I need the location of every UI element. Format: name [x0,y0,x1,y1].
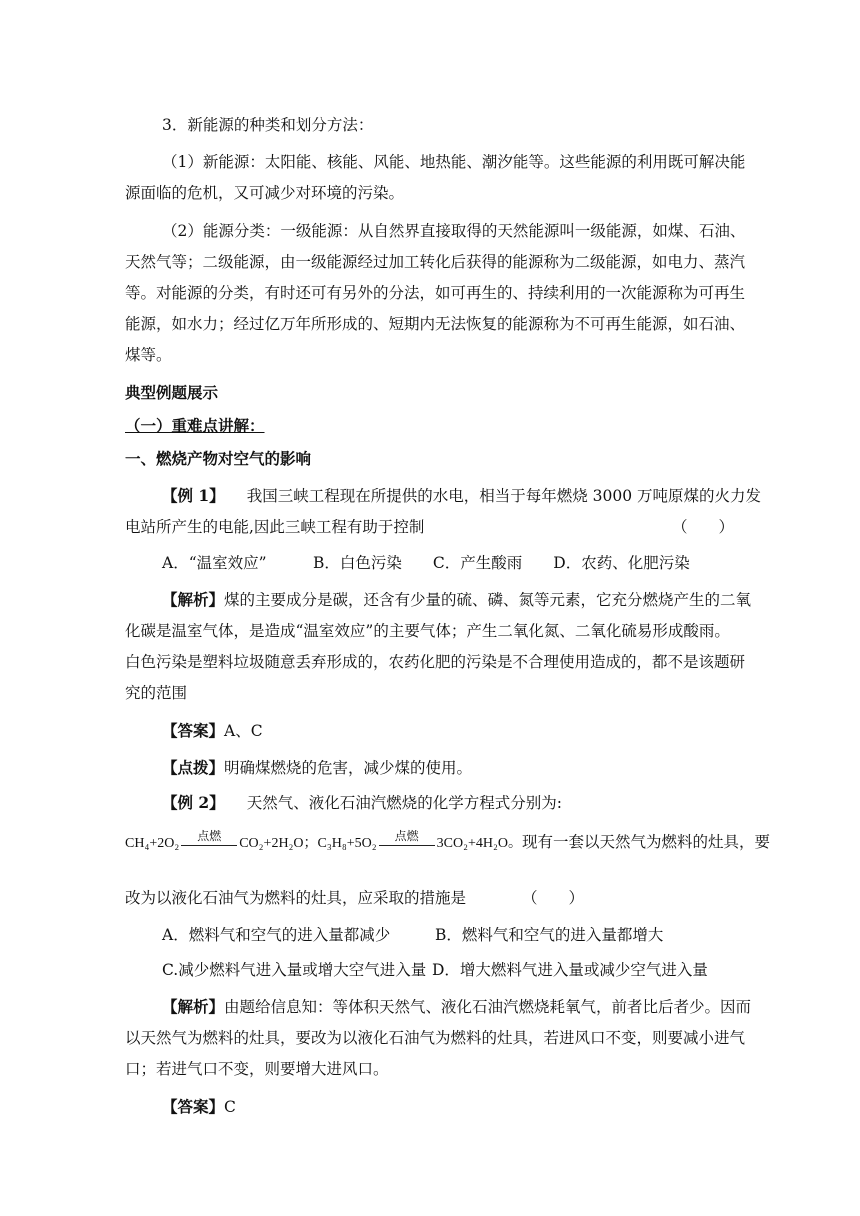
heading-keypoints: （一）重难点讲解： [125,416,265,435]
reaction-arrow-1 [181,828,237,846]
paragraph-2-line-5: 煤等。 [125,346,172,364]
example-2-option-c: C.减少燃料气进入量或增大空气进入量 [162,961,427,979]
ignition-condition-1: 点燃 [197,828,222,843]
equation-1-reactants: CH₄+2O₂ [125,836,180,851]
example-2-analysis-line-1 [162,995,751,1017]
example-1-analysis-line-2: 化碳是温室气体，是造成“温室效应”的主要气体；产生二氧化氮、二氧化硫易形成酸雨。 [125,622,730,640]
example-1-analysis-line-4: 究的范围 [125,684,188,702]
example-1-answer [162,719,263,741]
example-2-answer [162,1095,236,1117]
example-1-tip [162,756,472,778]
example-1-tip-text: 明确煤燃烧的危害，减少煤的使用。 [224,759,473,777]
example-2-answer-label: 【答案】 [162,1097,225,1116]
example-1-analysis-line-3: 白色污染是塑料垃圾随意丢弃形成的，农药化肥的污染是不合理使用造成的，都不是该题研 [125,653,746,671]
example-1-answer-paren: （ ） [672,518,735,536]
example-2-analysis-label: 【解析】 [162,997,225,1016]
example-2-label: 【例 2】 [162,793,225,812]
example-2-question-line-3: 改为以液化石油气为燃料的灶具，应采取的措施是 [125,889,467,907]
example-2-answer-value: C [224,1098,236,1116]
example-2-analysis-line-3: 口；若进气口不变，则要增大进风口。 [125,1060,389,1078]
example-1-analysis-text: 煤的主要成分是碳，还含有少量的硫、磷、氮等元素，它充分燃烧产生的二氧 [224,591,752,609]
example-1-question-line-2: 电站所产生的电能,因此三峡工程有助于控制 [125,518,425,536]
example-2-analysis-line-2: 以天然气为燃料的灶具，要改为以液化石油气为燃料的灶具，若进风口不变，则要减小进气 [125,1029,746,1047]
paragraph-2-line-1: （2）能源分类：一级能源：从自然界直接取得的天然能源叫一级能源，如煤、石油、 [162,222,746,240]
heading-combustion-products: 一、燃烧产物对空气的影响 [125,449,312,468]
example-2-question-line-2: 现有一套以天然气为燃料的灶具，要 [521,833,770,851]
example-2-analysis-text: 由题给信息知：等体积天然气、液化石油汽燃烧耗氧气，前者比后者少。因而 [224,998,752,1016]
example-1-tip-label: 【点拨】 [162,758,225,777]
paragraph-2-line-4: 能源，如水力；经过亿万年所形成的、短期内无法恢复的能源称为不可再生能源，如石油、 [125,315,746,333]
equation-2-products: 3CO₂+4H₂O。 [436,836,522,851]
paragraph-2-line-2: 天然气等；二级能源，由一级能源经过加工转化后获得的能源称为二级能源，如电力、蒸汽 [125,253,746,271]
example-1-question-line-1 [162,484,761,506]
example-1-answer-value: A、C [224,722,263,740]
example-2-question-line-1 [162,791,562,813]
example-1-question-text: 我国三峡工程现在所提供的水电，相当于每年燃烧 3000 万吨原煤的火力发 [246,487,761,505]
equation-1-products-and-equation-2-reactants: CO₂+2H₂O；C₃H₈+5O₂ [239,836,377,851]
example-1-analysis-label: 【解析】 [162,590,225,609]
example-2-answer-paren: （ ） [522,889,585,907]
heading-examples: 典型例题展示 [125,383,219,402]
example-2-option-b: B．燃料气和空气的进入量都增大 [435,926,664,944]
paragraph-1-line-1: （1）新能源：太阳能、核能、风能、地热能、潮汐能等。这些能源的利用既可解决能 [162,153,746,171]
reaction-arrow-2 [379,828,435,846]
section-3-title: 3．新能源的种类和划分方法： [162,116,374,134]
example-1-options: A．“温室效应” B．白色污染 C．产生酸雨 D．农药、化肥污染 [162,554,690,572]
example-1-answer-label: 【答案】 [162,721,225,740]
chemical-equations [125,830,770,870]
paragraph-1-line-2: 源面临的危机，又可减少对环境的污染。 [125,184,405,202]
example-2-option-a: A．燃料气和空气的进入量都减少 [162,926,391,944]
example-2-question-text: 天然气、液化石油汽燃烧的化学方程式分别为: [246,794,562,812]
example-1-analysis-line-1 [162,588,751,610]
example-2-option-d: D．增大燃料气进入量或减少空气进入量 [432,961,708,979]
ignition-condition-2: 点燃 [394,828,419,843]
paragraph-2-line-3: 等。对能源的分类，有时还可有另外的分法，如可再生的、持续利用的一次能源称为可再生 [125,284,746,302]
example-1-label: 【例 1】 [162,486,225,505]
